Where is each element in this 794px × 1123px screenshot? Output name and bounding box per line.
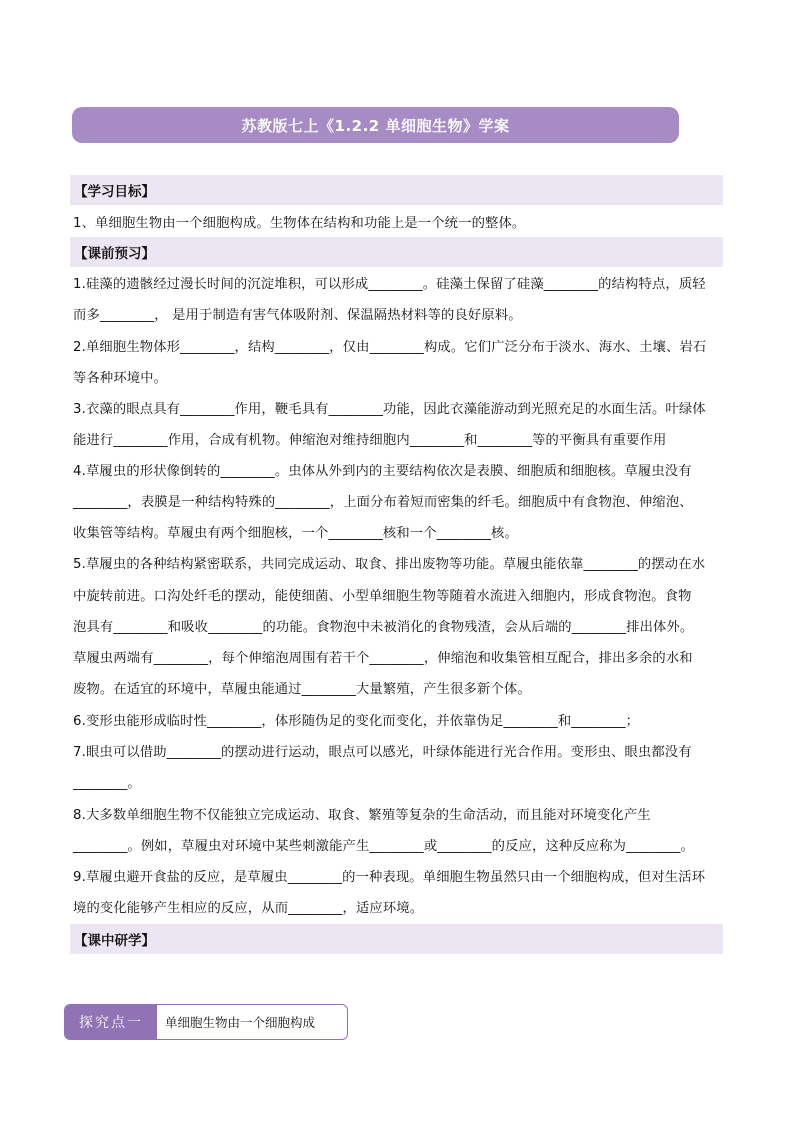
preview-line: 草履虫两端有________，每个伸缩泡周围有若干个________，伸缩泡和收集管相互配合，排出多余的水和 xyxy=(73,651,693,666)
preview-line: 2.单细胞生物体形________，结构________，仅由________构成。它们广泛分布于淡水、海水、土壤、岩石 xyxy=(73,340,707,355)
explore-text: 单细胞生物由一个细胞构成 xyxy=(165,1015,316,1030)
preview-line: 6.变形虫能形成临时性________，体形随伪足的变化而变化，并依靠伪足________和________； xyxy=(73,714,640,729)
preview-line: 等各种环境中。 xyxy=(73,371,168,386)
explore-tag: 探究点一 xyxy=(65,1005,157,1039)
preview-line: 而多________， 是用于制造有害气体吸附剂、保温隔热材料等的良好原料。 xyxy=(73,308,522,323)
section-objectives: 【学习目标】 xyxy=(70,175,723,205)
preview-line: 9.草履虫避开食盐的反应，是草履虫________的一种表现。单细胞生物虽然只由一个细胞构成，但对生活环 xyxy=(73,870,706,885)
section-research: 【课中研学】 xyxy=(70,924,723,954)
preview-line: ________。 xyxy=(73,776,141,791)
page-title: 苏教版七上《1.2.2 单细胞生物》学案 xyxy=(72,107,679,143)
preview-line: 8.大多数单细胞生物不仅能独立完成运动、取食、繁殖等复杂的生命活动，而且能对环境变化产生 xyxy=(73,808,651,823)
preview-line: 3.衣藻的眼点具有________作用，鞭毛具有________功能，因此衣藻能游动到光照充足的水面生活。叶绿体 xyxy=(73,402,706,417)
preview-line: 4.草履虫的形状像倒转的________。虫体从外到内的主要结构依次是表膜、细胞质和细胞核。草履虫没有 xyxy=(73,464,692,479)
explore-point-box xyxy=(64,1004,348,1040)
preview-line: 废物。在适宜的环境中，草履虫能通过________大量繁殖，产生很多新个体。 xyxy=(73,682,531,697)
preview-line: 境的变化能够产生相应的反应，从而________，适应环境。 xyxy=(73,901,424,916)
preview-line: 中旋转前进。口沟处纤毛的摆动，能使细菌、小型单细胞生物等随着水流进入细胞内，形成食物泡。食物 xyxy=(73,589,692,604)
section-preview: 【课前预习】 xyxy=(70,237,723,267)
preview-line: 能进行________作用，合成有机物。伸缩泡对维持细胞内________和________等的平衡具有重要作用 xyxy=(73,433,667,448)
preview-line: ________，表膜是一种结构特殊的________，上面分布着短而密集的纤毛。细胞质中有食物泡、伸缩泡、 xyxy=(73,495,693,510)
preview-line: 7.眼虫可以借助________的摆动进行运动，眼点可以感光，叶绿体能进行光合作用。变形虫、眼虫都没有 xyxy=(73,745,692,760)
preview-line: 1.硅藻的遗骸经过漫长时间的沉淀堆积，可以形成________。硅藻土保留了硅藻________的结构特点，质轻 xyxy=(73,277,706,292)
objective-line: 1、单细胞生物由一个细胞构成。生物体在结构和功能上是一个统一的整体。 xyxy=(73,216,526,231)
preview-line: 泡具有________和吸收________的功能。食物泡中未被消化的食物残渣，会从后端的________排出体外。 xyxy=(73,620,694,635)
preview-line: ________。例如，草履虫对环境中某些刺激能产生________或________的反应，这种反应称为________。 xyxy=(73,839,694,854)
preview-line: 5.草履虫的各种结构紧密联系，共同完成运动、取食、排出废物等功能。草履虫能依靠________的摆动在水 xyxy=(73,557,706,572)
preview-line: 收集管等结构。草履虫有两个细胞核，一个________核和一个________核。 xyxy=(73,526,518,541)
